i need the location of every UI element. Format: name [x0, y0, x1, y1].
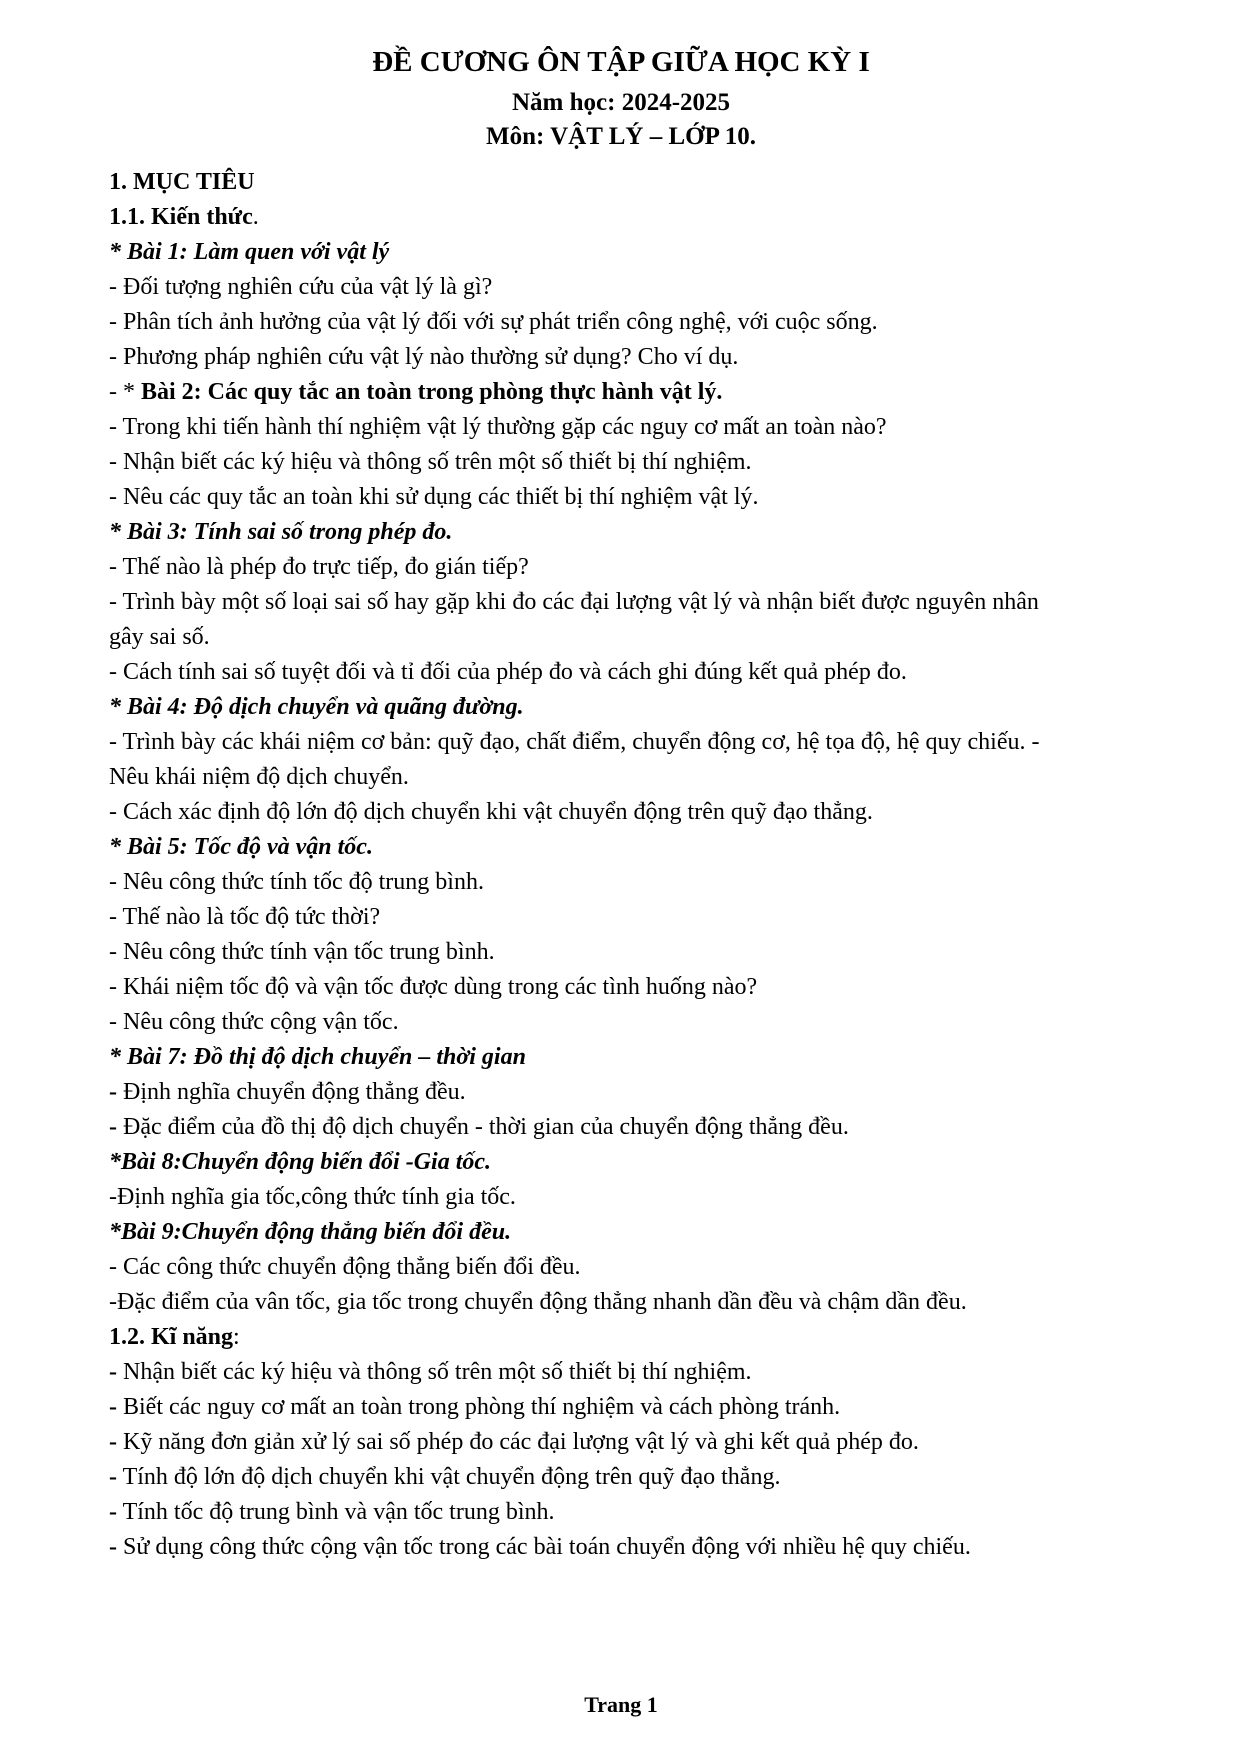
- list-item-text: Đặc điểm của đồ thị độ dịch chuyển - thời gian của chuyển động thẳng đều.: [117, 1114, 849, 1140]
- lesson-heading: * Bài 3: Tính sai số trong phép đo.: [109, 519, 453, 545]
- list-item: - Trình bày một số loại sai số hay gặp khi đo các đại lượng vật lý và nhận biết được nguyên nhân: [109, 589, 1039, 615]
- list-item: [109, 1425, 1189, 1460]
- bullet-dash: -: [109, 1499, 117, 1525]
- subsection-label: 1.1. Kiến thức: [109, 204, 253, 230]
- document-body: [109, 165, 1189, 1565]
- bullet-dash: -: [109, 1079, 117, 1105]
- lesson-heading: * Bài 4: Độ dịch chuyển và quãng đường.: [109, 694, 524, 720]
- section-heading: 1. MỤC TIÊU: [109, 169, 255, 195]
- list-item: - Các công thức chuyển động thẳng biến đổi đều.: [109, 1254, 581, 1280]
- lesson-heading: * Bài 5: Tốc độ và vận tốc.: [109, 834, 373, 860]
- page-number: Trang 1: [584, 1692, 658, 1717]
- list-item: - Phương pháp nghiên cứu vật lý nào thường sử dụng? Cho ví dụ.: [109, 344, 739, 370]
- list-item-continued: gây sai số.: [109, 624, 210, 650]
- bullet-dash: -: [109, 1359, 117, 1385]
- list-item: - Nhận biết các ký hiệu và thông số trên một số thiết bị thí nghiệm.: [109, 449, 752, 475]
- bullet-dash: -: [109, 1394, 117, 1420]
- lesson-heading: *Bài 8:Chuyển động biến đổi -Gia tốc.: [109, 1149, 492, 1175]
- lesson-heading: * Bài 1: Làm quen với vật lý: [109, 239, 390, 265]
- school-year: Năm học: 2024-2025: [511, 89, 731, 116]
- list-item: -Định nghĩa gia tốc,công thức tính gia tốc.: [109, 1184, 516, 1210]
- list-item: - Đối tượng nghiên cứu của vật lý là gì?: [109, 274, 493, 300]
- list-item-text: Định nghĩa chuyển động thẳng đều.: [117, 1079, 466, 1105]
- list-item: [109, 1460, 1189, 1495]
- bullet-dash: -: [109, 1114, 117, 1140]
- list-item: - Khái niệm tốc độ và vận tốc được dùng trong các tình huống nào?: [109, 974, 758, 1000]
- list-item: - Cách tính sai số tuyệt đối và tỉ đối của phép đo và cách ghi đúng kết quả phép đo.: [109, 659, 907, 685]
- list-item-text: Kỹ năng đơn giản xử lý sai số phép đo các đại lượng vật lý và ghi kết quả phép đo.: [117, 1429, 919, 1455]
- list-item: [109, 1355, 1189, 1390]
- list-item: - Trong khi tiến hành thí nghiệm vật lý thường gặp các nguy cơ mất an toàn nào?: [109, 414, 887, 440]
- list-item-text: Biết các nguy cơ mất an toàn trong phòng thí nghiệm và cách phòng tránh.: [117, 1394, 841, 1420]
- list-item: - Nêu các quy tắc an toàn khi sử dụng các thiết bị thí nghiệm vật lý.: [109, 484, 759, 510]
- subject-line: Môn: VẬT LÝ – LỚP 10.: [486, 123, 756, 150]
- list-item: [109, 1110, 1189, 1145]
- list-item: - Thế nào là tốc độ tức thời?: [109, 904, 381, 930]
- list-item: - Thế nào là phép đo trực tiếp, đo gián tiếp?: [109, 554, 529, 580]
- lesson-heading: *Bài 9:Chuyển động thẳng biến đổi đều.: [109, 1219, 512, 1245]
- list-item-text: Tính tốc độ trung bình và vận tốc trung bình.: [117, 1499, 555, 1525]
- list-item: [109, 1495, 1189, 1530]
- list-item: [109, 1530, 1189, 1565]
- lesson-prefix: - *: [109, 379, 141, 405]
- subsection-heading: [109, 200, 1189, 235]
- lesson-heading: [109, 375, 1189, 410]
- bullet-dash: -: [109, 1464, 117, 1490]
- list-item: - Nêu công thức tính tốc độ trung bình.: [109, 869, 484, 895]
- lesson-heading: * Bài 7: Đồ thị độ dịch chuyển – thời gian: [109, 1044, 526, 1070]
- list-item: [109, 1075, 1189, 1110]
- list-item-text: Sử dụng công thức cộng vận tốc trong các bài toán chuyển động với nhiều hệ quy chiếu.: [117, 1534, 971, 1560]
- list-item: - Nêu công thức tính vận tốc trung bình.: [109, 939, 495, 965]
- bullet-dash: -: [109, 1534, 117, 1560]
- list-item-text: Tính độ lớn độ dịch chuyển khi vật chuyển động trên quỹ đạo thẳng.: [117, 1464, 781, 1490]
- list-item: - Trình bày các khái niệm cơ bản: quỹ đạo, chất điểm, chuyển động cơ, hệ tọa độ, hệ quy chiếu. -: [109, 729, 1040, 755]
- list-item: [109, 1390, 1189, 1425]
- document-title: ĐỀ CƯƠNG ÔN TẬP GIỮA HỌC KỲ I: [372, 46, 870, 78]
- list-item-text: Nhận biết các ký hiệu và thông số trên một số thiết bị thí nghiệm.: [117, 1359, 752, 1385]
- subsection-label: 1.2. Kĩ năng: [109, 1324, 234, 1350]
- punctuation: .: [252, 204, 259, 230]
- list-item: - Nêu công thức cộng vận tốc.: [109, 1009, 399, 1035]
- list-item-continued: Nêu khái niệm độ dịch chuyển.: [109, 764, 409, 790]
- punctuation: :: [233, 1324, 240, 1350]
- list-item: -Đặc điểm của vân tốc, gia tốc trong chuyển động thẳng nhanh dần đều và chậm dần đều.: [109, 1289, 967, 1315]
- bullet-dash: -: [109, 1429, 117, 1455]
- list-item: - Cách xác định độ lớn độ dịch chuyển khi vật chuyển động trên quỹ đạo thẳng.: [109, 799, 873, 825]
- list-item: - Phân tích ảnh hưởng của vật lý đối với sự phát triển công nghệ, với cuộc sống.: [109, 309, 878, 335]
- lesson-title: Bài 2: Các quy tắc an toàn trong phòng thực hành vật lý.: [141, 379, 723, 405]
- subsection-heading: [109, 1320, 1189, 1355]
